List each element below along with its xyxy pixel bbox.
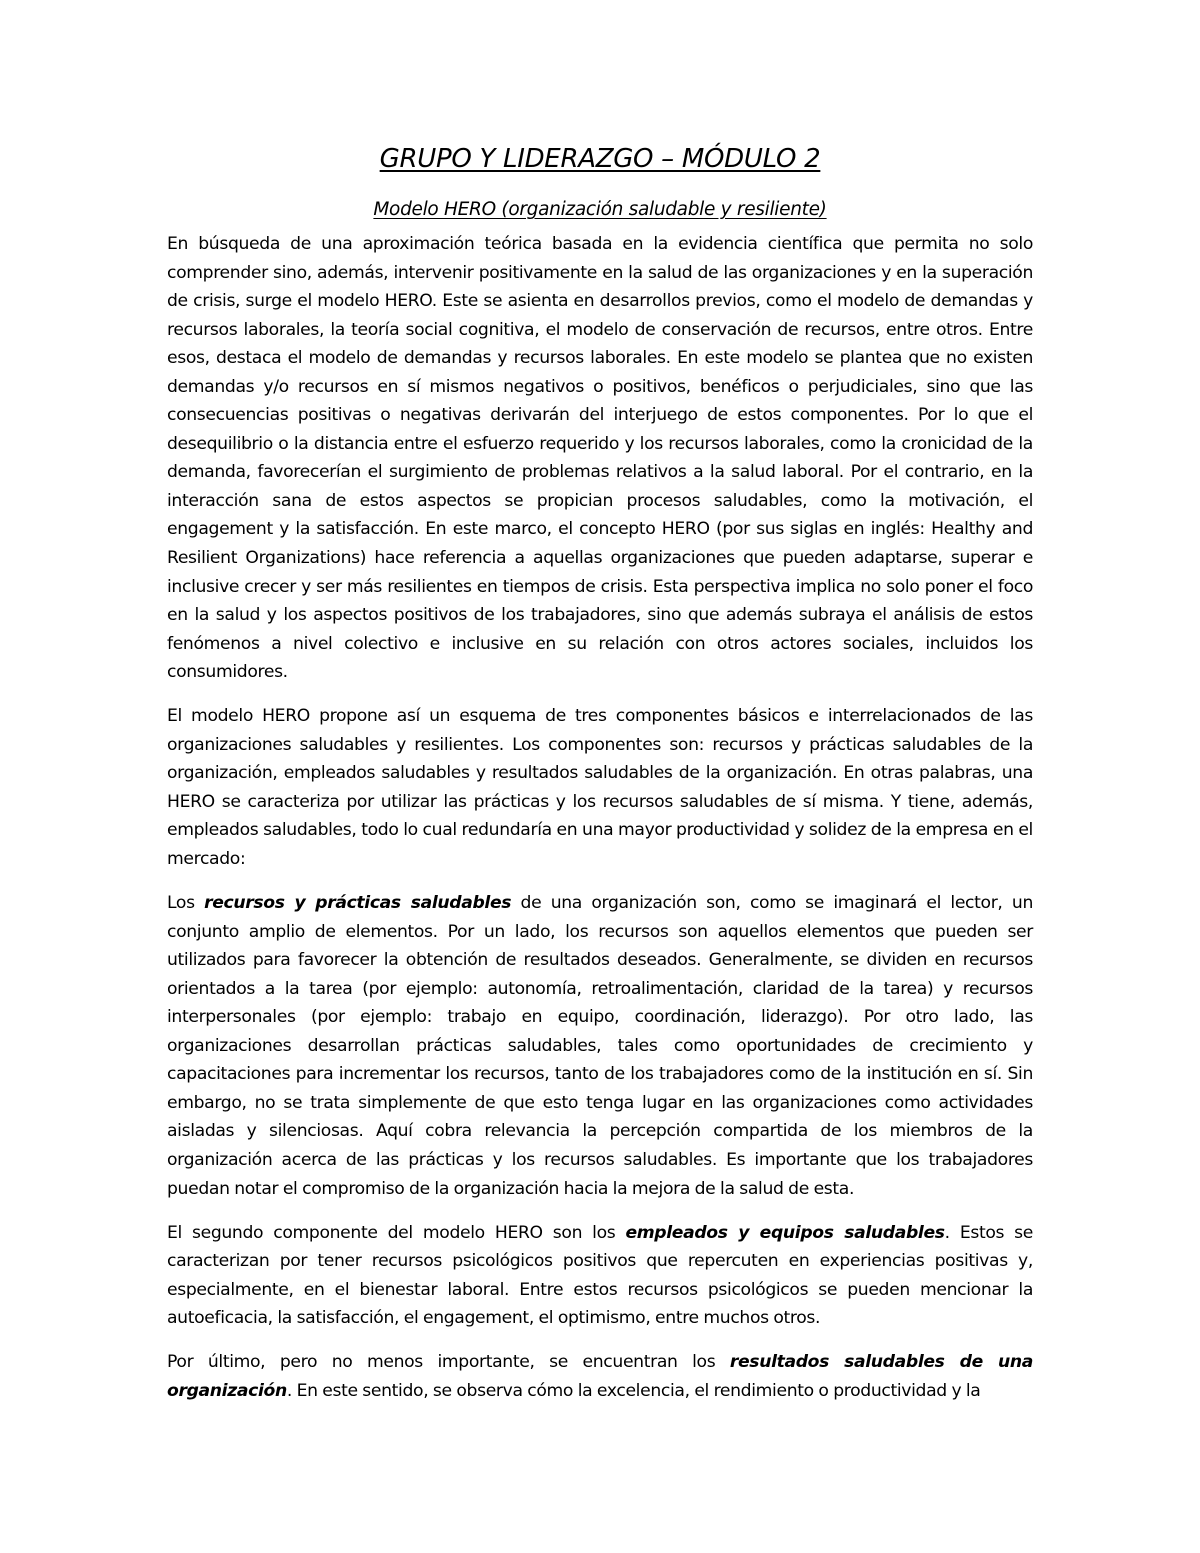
paragraph-results-pre: Por último, pero no menos importante, se encuentran los: [167, 1352, 730, 1373]
paragraph-results: [167, 1348, 1033, 1405]
paragraph-employees: [167, 1219, 1033, 1333]
document-page: [167, 140, 1033, 1421]
paragraph-resources: [167, 889, 1033, 1203]
emphasis-resources: recursos y prácticas saludables: [204, 893, 512, 914]
paragraph-intro: En búsqueda de una aproximación teórica basada en la evidencia científica que permita no solo comprender sino, además, intervenir positivamente en la salud de las organizaciones y en la superación de crisis, surge el modelo HERO. Este se asienta en desarrollos previos, como el modelo de demandas y recursos laborales, la teoría social cognitiva, el modelo de conservación de recursos, entre otros. Entre esos, destaca el modelo de demandas y recursos laborales. En este modelo se plantea que no existen demandas y/o recursos en sí mismos negativos o positivos, benéficos o perjudiciales, sino que las consecuencias positivas o negativas derivarán del interjuego de estos componentes. Por lo que el desequilibrio o la distancia entre el esfuerzo requerido y los recursos laborales, como la cronicidad de la demanda, favorecerían el surgimiento de problemas relativos a la salud laboral. Por el contrario, en la interacción sana de estos aspectos se propician procesos saludables, como la motivación, el engagement y la satisfacción. En este marco, el concepto HERO (por sus siglas en inglés: Healthy and Resilient Organizations) hace referencia a aquellas organizaciones que pueden adaptarse, superar e inclusive crecer y ser más resilientes en tiempos de crisis. Esta perspectiva implica no solo poner el foco en la salud y los aspectos positivos de los trabajadores, sino que además subraya el análisis de estos fenómenos a nivel colectivo e inclusive en su relación con otros actores sociales, incluidos los consumidores.: [167, 234, 1033, 683]
document-title: GRUPO Y LIDERAZGO – MÓDULO 2: [379, 144, 821, 174]
paragraph-employees-pre: El segundo componente del modelo HERO son los: [167, 1222, 626, 1243]
paragraph-results-post: . En este sentido, se observa cómo la excelencia, el rendimiento o productividad y la: [286, 1380, 981, 1401]
emphasis-results: resultados saludables de una organización: [167, 1352, 1033, 1401]
paragraph-resources-pre: Los: [167, 893, 205, 914]
paragraph-components: El modelo HERO propone así un esquema de tres componentes básicos e interrelacionados de las organizaciones saludables y resilientes. Los componentes son: recursos y prácticas saludables de la organización, empleados saludables y resultados saludables de la organización. En otras palabras, una HERO se caracteriza por utilizar las prácticas y los recursos saludables de sí misma. Y tiene, además, empleados saludables, todo lo cual redundaría en una mayor productividad y solidez de la empresa en el mercado:: [167, 706, 1033, 869]
document-subtitle: Modelo HERO (organización saludable y resiliente): [373, 199, 827, 220]
paragraph-employees-post: . Estos se caracterizan por tener recursos psicológicos positivos que repercuten en experiencias positivas y, especialmente, en el bienestar laboral. Entre estos recursos psicológicos se pueden mencionar la autoeficacia, la satisfacción, el engagement, el optimismo, entre muchos otros.: [167, 1222, 1033, 1329]
paragraph-resources-post: de una organización son, como se imaginará el lector, un conjunto amplio de elementos. Por un lado, los recursos son aquellos elementos que pueden ser utilizados para favorecer la obtención de resultados deseados. Generalmente, se dividen en recursos orientados a la tarea (por ejemplo: autonomía, retroalimentación, claridad de la tarea) y recursos interpersonales (por ejemplo: trabajo en equipo, coordinación, liderazgo). Por otro lado, las organizaciones desarrollan prácticas saludables, tales como oportunidades de crecimiento y capacitaciones para incrementar los recursos, tanto de los trabajadores como de la institución en sí. Sin embargo, no se trata simplemente de que esto tenga lugar en las organizaciones como actividades aisladas y silenciosas. Aquí cobra relevancia la percepción compartida de los miembros de la organización acerca de las prácticas y los recursos saludables. Es importante que los trabajadores puedan notar el compromiso de la organización hacia la mejora de la salud de esta.: [167, 893, 1033, 1199]
emphasis-employees: empleados y equipos saludables: [625, 1222, 945, 1243]
